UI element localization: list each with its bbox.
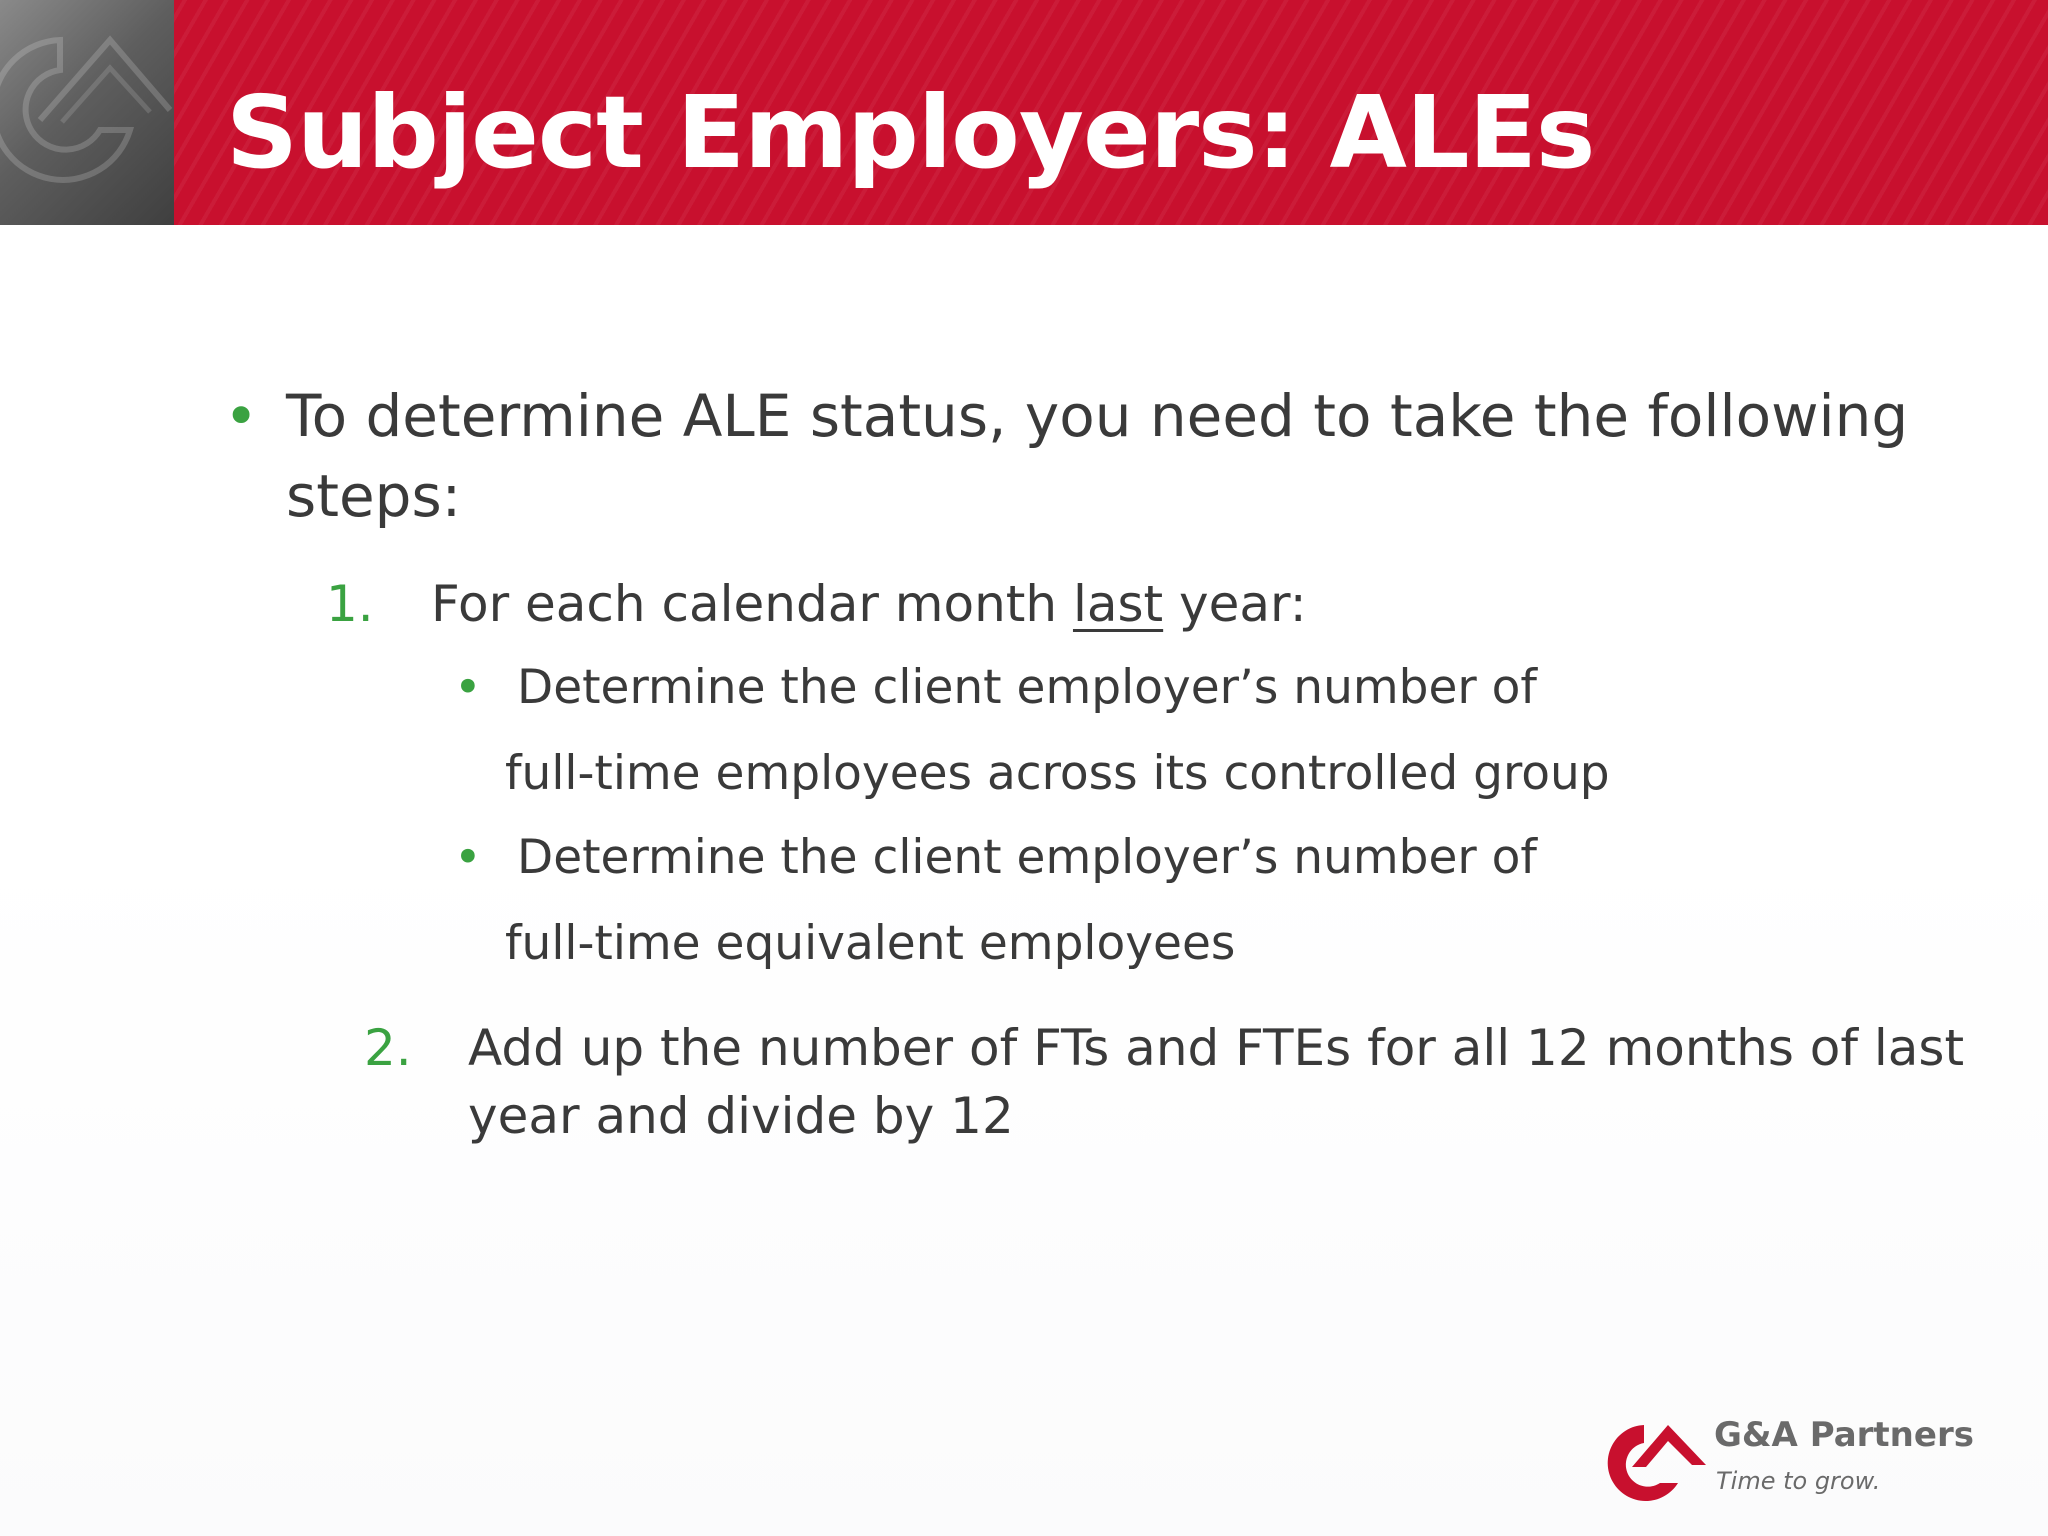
brand-name: G&A Partners xyxy=(1714,1415,1974,1455)
step-1-text xyxy=(431,570,1307,638)
footer-logo xyxy=(1598,1405,1978,1515)
bullet-dot: • xyxy=(224,382,259,450)
slide-title: Subject Employers: ALEs xyxy=(226,74,1595,191)
step-2-number: 2. xyxy=(364,1019,412,1077)
step-1-number: 1. xyxy=(326,575,374,633)
step-1-underlined-word: last xyxy=(1072,575,1164,633)
brand-tagline: Time to grow. xyxy=(1716,1467,1881,1495)
sub-bullet-2-line-2: full-time equivalent employees xyxy=(505,916,1236,971)
step-2-line-1: Add up the number of FTs and FTEs for all 12 months of last xyxy=(468,1019,1965,1077)
sub-bullet-2-line-1: Determine the client employer’s number of xyxy=(517,830,1537,885)
header-logo-block xyxy=(0,0,174,225)
ga-partners-logo-icon xyxy=(1598,1405,1710,1515)
intro-line-1: To determine ALE status, you need to take the following xyxy=(286,382,1909,450)
step-1-text-before: For each calendar month xyxy=(431,575,1073,633)
step-2-line-2: year and divide by 12 xyxy=(468,1087,1014,1145)
intro-line-2: steps: xyxy=(286,462,462,530)
sub-bullet-dot: • xyxy=(454,830,482,885)
step-1-text-after: year: xyxy=(1163,575,1307,633)
sub-bullet-1-line-1: Determine the client employer’s number of xyxy=(517,660,1537,715)
sub-bullet-dot: • xyxy=(454,660,482,715)
sub-bullet-1-line-2: full-time employees across its controlled group xyxy=(505,746,1610,801)
ga-watermark-icon xyxy=(0,0,174,225)
